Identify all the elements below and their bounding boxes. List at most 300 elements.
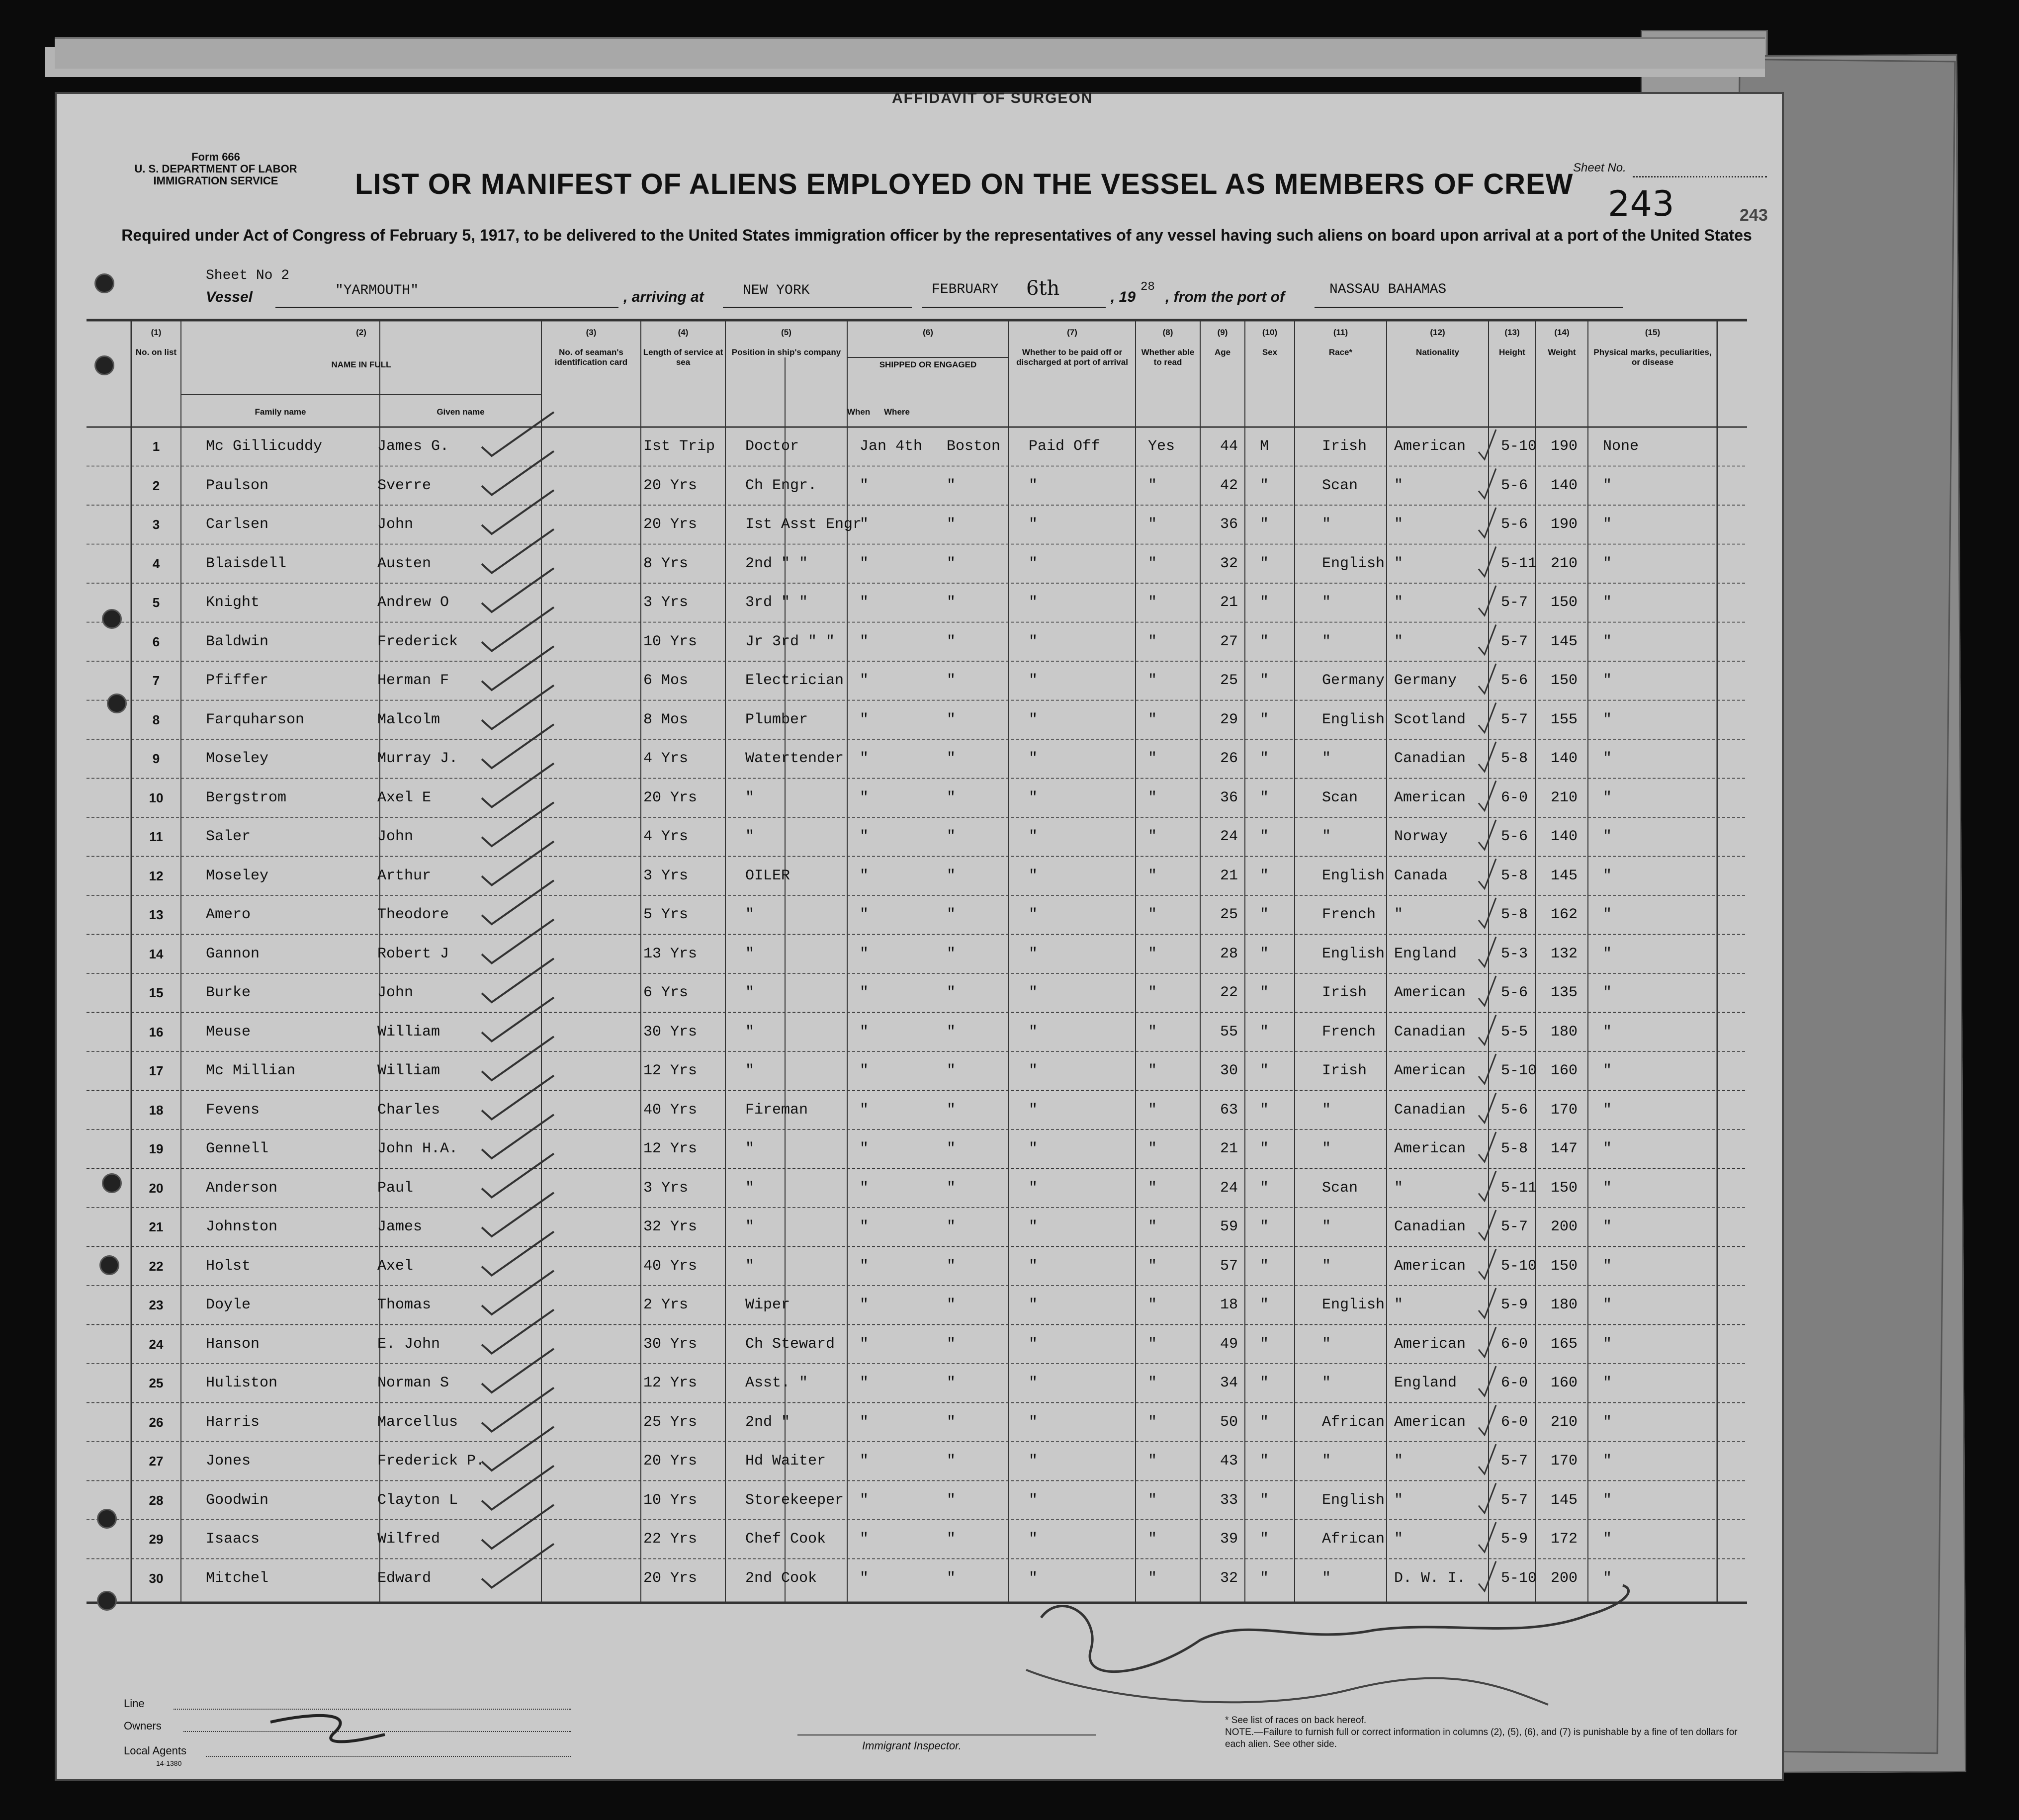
shipped-where: " (947, 672, 956, 689)
family-name: Holst (206, 1257, 251, 1275)
sex: " (1260, 672, 1269, 689)
sex: " (1260, 828, 1269, 845)
column-subheader: Where (884, 407, 910, 417)
column-subheader: Family name (255, 407, 306, 417)
service-length: 4 Yrs (643, 750, 689, 767)
given-name: John (377, 984, 414, 1001)
paid-off: " (1029, 633, 1038, 650)
sex: " (1260, 1179, 1269, 1197)
family-name: Saler (206, 828, 251, 845)
sex: " (1260, 867, 1269, 884)
shipped-where: " (947, 828, 956, 845)
service-length: 20 Yrs (643, 516, 698, 533)
shipped-where: " (947, 1140, 956, 1157)
shipped-where: " (947, 1453, 956, 1470)
column-header: Length of service at sea (643, 347, 723, 367)
nationality: " (1394, 1531, 1404, 1548)
nationality: " (1394, 594, 1404, 611)
binder-hole (94, 273, 114, 293)
height: 5-10 (1501, 1569, 1537, 1587)
service-length: Ist Trip (643, 438, 715, 455)
service-length: 20 Yrs (643, 1569, 698, 1587)
shipped-where: " (947, 1335, 956, 1353)
able-to-read: " (1148, 594, 1157, 611)
position: OILER (745, 867, 790, 884)
able-to-read: " (1148, 1413, 1157, 1431)
height: 5-6 (1501, 516, 1528, 533)
shipped-when: " (860, 1531, 869, 1548)
age: 25 (1220, 672, 1238, 689)
nationality: Canadian (1394, 750, 1466, 767)
race: Germany (1322, 672, 1385, 689)
shipped-where: " (947, 1297, 956, 1313)
position: Wiper (745, 1297, 790, 1313)
height: 5-5 (1501, 1023, 1528, 1040)
column-number: (4) (678, 328, 689, 337)
nationality: American (1394, 1413, 1466, 1431)
race: French (1322, 1023, 1376, 1040)
able-to-read: " (1148, 672, 1157, 689)
weight: 145 (1551, 633, 1578, 650)
height: 5-7 (1501, 1491, 1528, 1509)
handwritten-marks (57, 94, 1782, 1779)
paid-off: " (1029, 1491, 1038, 1509)
row-number: 29 (149, 1532, 164, 1547)
weight: 210 (1551, 1413, 1578, 1431)
age: 49 (1220, 1335, 1238, 1353)
row-number: 30 (149, 1570, 164, 1586)
given-name: Theodore (377, 906, 449, 923)
service-length: 32 Yrs (643, 1218, 698, 1235)
physical-marks: " (1603, 1179, 1612, 1197)
shipped-when: " (860, 1023, 869, 1040)
race: " (1322, 750, 1331, 767)
age: 32 (1220, 555, 1238, 572)
weight: 150 (1551, 594, 1578, 611)
arrival-day: 6th (1026, 277, 1060, 300)
age: 21 (1220, 867, 1238, 884)
weight: 172 (1551, 1531, 1578, 1548)
column-number: (10) (1262, 328, 1278, 337)
binder-hole (107, 693, 127, 713)
family-name: Carlsen (206, 516, 269, 533)
height: 5-7 (1501, 594, 1528, 611)
shipped-where: " (947, 1218, 956, 1235)
weight: 180 (1551, 1297, 1578, 1313)
shipped-when: " (860, 1491, 869, 1509)
binder-hole (102, 1173, 122, 1193)
position: " (745, 1140, 755, 1157)
physical-marks: " (1603, 945, 1612, 962)
family-name: Goodwin (206, 1491, 269, 1509)
sex: " (1260, 789, 1269, 806)
arrival-year: 28 (1141, 280, 1155, 294)
shipped-where: " (947, 1491, 956, 1509)
physical-marks: " (1603, 750, 1612, 767)
able-to-read: " (1148, 1101, 1157, 1119)
service-length: 30 Yrs (643, 1023, 698, 1040)
race: " (1322, 1218, 1331, 1235)
height: 5-9 (1501, 1531, 1528, 1548)
position: " (745, 1257, 755, 1275)
shipped-where: " (947, 1062, 956, 1079)
physical-marks: " (1603, 594, 1612, 611)
physical-marks: " (1603, 828, 1612, 845)
from-port: NASSAU BAHAMAS (1329, 282, 1447, 297)
shipped-where: " (947, 516, 956, 533)
shipped-where: " (947, 789, 956, 806)
height: 6-0 (1501, 789, 1528, 806)
nationality: American (1394, 438, 1466, 455)
physical-marks: " (1603, 1062, 1612, 1079)
column-subheader: Given name (437, 407, 485, 417)
able-to-read: " (1148, 633, 1157, 650)
weight: 200 (1551, 1569, 1578, 1587)
column-header: Sex (1262, 347, 1278, 357)
sex: " (1260, 516, 1269, 533)
age: 21 (1220, 594, 1238, 611)
race: English (1322, 555, 1385, 572)
physical-marks: " (1603, 867, 1612, 884)
position: " (745, 828, 755, 845)
sex: " (1260, 477, 1269, 494)
paid-off: " (1029, 1140, 1038, 1157)
age: 59 (1220, 1218, 1238, 1235)
shipped-when: " (860, 1413, 869, 1431)
shipped-when: " (860, 1140, 869, 1157)
position: 2nd " " (745, 555, 808, 572)
paid-off: " (1029, 828, 1038, 845)
family-name: Amero (206, 906, 251, 923)
nationality: " (1394, 477, 1404, 494)
able-to-read: Yes (1148, 438, 1175, 455)
position: " (745, 1062, 755, 1079)
shipped-where: " (947, 867, 956, 884)
physical-marks: " (1603, 1023, 1612, 1040)
height: 5-6 (1501, 828, 1528, 845)
height: 5-6 (1501, 672, 1528, 689)
shipped-where: " (947, 1179, 956, 1197)
given-name: Frederick P. (377, 1453, 485, 1470)
weight: 155 (1551, 711, 1578, 728)
service-length: 5 Yrs (643, 906, 689, 923)
given-name: Arthur (377, 867, 432, 884)
position: Doctor (745, 438, 799, 455)
nationality: Canadian (1394, 1023, 1466, 1040)
physical-marks: " (1603, 1101, 1612, 1119)
shipped-when: " (860, 1062, 869, 1079)
family-name: Baldwin (206, 633, 269, 650)
height: 5-8 (1501, 867, 1528, 884)
physical-marks: " (1603, 906, 1612, 923)
sex: " (1260, 1335, 1269, 1353)
sex: " (1260, 906, 1269, 923)
paid-off: " (1029, 1179, 1038, 1197)
weight: 200 (1551, 1218, 1578, 1235)
nationality: " (1394, 555, 1404, 572)
given-name: Malcolm (377, 711, 440, 728)
shipped-when: Jan 4th (860, 438, 923, 455)
sex: " (1260, 1491, 1269, 1509)
shipped-when: " (860, 1297, 869, 1313)
footer-notes: * See list of races on back hereof. NOTE.—Failure to furnish full or correct information in columns (2), (5), (6), and (7) is punishable by a fine of ten dollars for each alien. See other side. (1225, 1715, 1738, 1749)
able-to-read: " (1148, 1062, 1157, 1079)
signature-flourish (1026, 1670, 1548, 1705)
nationality: American (1394, 1257, 1466, 1275)
position: Asst. " (745, 1375, 808, 1391)
weight: 150 (1551, 672, 1578, 689)
column-subheader: When (847, 407, 871, 417)
family-name: Gannon (206, 945, 260, 962)
shipped-when: " (860, 672, 869, 689)
given-name: Herman F (377, 672, 449, 689)
paid-off: " (1029, 1569, 1038, 1587)
age: 24 (1220, 828, 1238, 845)
given-name: William (377, 1062, 440, 1079)
document-title: LIST OR MANIFEST OF ALIENS EMPLOYED ON THE VESSEL AS MEMBERS OF CREW (355, 168, 1574, 200)
form-number: Form 666 U. S. DEPARTMENT OF LABOR IMMIGRATION SERVICE (134, 151, 297, 187)
race: Scan (1322, 1179, 1358, 1197)
nationality: England (1394, 1375, 1457, 1391)
given-name: Murray J. (377, 750, 458, 767)
weight: 140 (1551, 477, 1578, 494)
family-name: Mc Gillicuddy (206, 438, 323, 455)
height: 5-11 (1501, 555, 1537, 572)
race: English (1322, 1297, 1385, 1313)
nationality: " (1394, 1491, 1404, 1509)
height: 5-7 (1501, 711, 1528, 728)
shipped-where: " (947, 1569, 956, 1587)
shipped-where: " (947, 1257, 956, 1275)
physical-marks: " (1603, 477, 1612, 494)
column-header: Nationality (1416, 347, 1459, 357)
position: Storekeeper (745, 1491, 844, 1509)
sheet-no: Sheet No 2 (206, 268, 290, 283)
race: " (1322, 1101, 1331, 1119)
physical-marks: " (1603, 984, 1612, 1001)
sex: " (1260, 1569, 1269, 1587)
document-subtitle: Required under Act of Congress of February 5, 1917, to be delivered to the United States immigration officer by the representatives of any vessel having such aliens on board upon arrival at a port of the United States (121, 226, 1752, 244)
race: English (1322, 867, 1385, 884)
row-number: 7 (152, 673, 160, 688)
position: " (745, 789, 755, 806)
age: 50 (1220, 1413, 1238, 1431)
height: 5-6 (1501, 477, 1528, 494)
shipped-where: " (947, 1413, 956, 1431)
given-name: Axel (377, 1257, 414, 1275)
shipped-when: " (860, 984, 869, 1001)
given-name: Marcellus (377, 1413, 458, 1431)
service-length: 22 Yrs (643, 1531, 698, 1548)
sex: " (1260, 984, 1269, 1001)
family-name: Burke (206, 984, 251, 1001)
service-length: 12 Yrs (643, 1062, 698, 1079)
race: " (1322, 828, 1331, 845)
shipped-where: " (947, 477, 956, 494)
physical-marks: " (1603, 1531, 1612, 1548)
row-number: 15 (149, 985, 164, 1000)
paid-off: " (1029, 789, 1038, 806)
given-name: Axel E (377, 789, 432, 806)
agents-code: 14-1380 (156, 1759, 182, 1767)
weight: 190 (1551, 438, 1578, 455)
race: English (1322, 711, 1385, 728)
service-length: 40 Yrs (643, 1101, 698, 1119)
column-number: (3) (586, 328, 597, 337)
given-name: Wilfred (377, 1531, 440, 1548)
shipped-where: " (947, 984, 956, 1001)
row-number: 22 (149, 1258, 164, 1274)
able-to-read: " (1148, 555, 1157, 572)
race: African (1322, 1413, 1385, 1431)
nationality: " (1394, 1453, 1404, 1470)
row-number: 3 (152, 517, 160, 532)
row-number: 20 (149, 1180, 164, 1196)
paid-off: " (1029, 1531, 1038, 1548)
able-to-read: " (1148, 1335, 1157, 1353)
height: 5-10 (1501, 438, 1537, 455)
sex: " (1260, 750, 1269, 767)
sex: " (1260, 1531, 1269, 1548)
age: 44 (1220, 438, 1238, 455)
paid-off: " (1029, 711, 1038, 728)
sex: " (1260, 1023, 1269, 1040)
row-number: 9 (152, 751, 160, 766)
physical-marks: " (1603, 1453, 1612, 1470)
given-name: John (377, 516, 414, 533)
height: 6-0 (1501, 1413, 1528, 1431)
owners-scribble (270, 1716, 385, 1742)
row-number: 4 (152, 556, 160, 571)
family-name: Blaisdell (206, 555, 287, 572)
able-to-read: " (1148, 516, 1157, 533)
column-number: (11) (1333, 328, 1348, 337)
weight: 132 (1551, 945, 1578, 962)
sex: " (1260, 711, 1269, 728)
page-edge (55, 37, 1765, 69)
height: 5-10 (1501, 1062, 1537, 1079)
age: 57 (1220, 1257, 1238, 1275)
able-to-read: " (1148, 1023, 1157, 1040)
position: 2nd " (745, 1413, 790, 1431)
race: " (1322, 1453, 1331, 1470)
able-to-read: " (1148, 984, 1157, 1001)
sex: " (1260, 1218, 1269, 1235)
from-label: , from the port of (1165, 289, 1285, 305)
binder-hole (102, 609, 122, 629)
arrival-month: FEBRUARY (932, 282, 999, 297)
paid-off: " (1029, 906, 1038, 923)
arriving-label: , arriving at (623, 289, 704, 305)
nationality: " (1394, 906, 1404, 923)
service-length: 6 Yrs (643, 984, 689, 1001)
nationality: D. W. I. (1394, 1569, 1466, 1587)
race: " (1322, 1335, 1331, 1353)
row-number: 2 (152, 478, 160, 493)
weight: 160 (1551, 1062, 1578, 1079)
row-number: 11 (149, 829, 163, 844)
race: Irish (1322, 1062, 1367, 1079)
service-length: 12 Yrs (643, 1375, 698, 1391)
column-number: (1) (151, 328, 162, 337)
shipped-when: " (860, 594, 869, 611)
column-number: (2) (356, 328, 366, 337)
column-number: (9) (1217, 328, 1228, 337)
position: " (745, 906, 755, 923)
column-header: Age (1214, 347, 1231, 357)
row-number: 12 (149, 868, 164, 883)
nationality: " (1394, 633, 1404, 650)
column-number: (13) (1504, 328, 1520, 337)
given-name: Edward (377, 1569, 432, 1587)
able-to-read: " (1148, 711, 1157, 728)
height: 5-10 (1501, 1257, 1537, 1275)
weight: 150 (1551, 1179, 1578, 1197)
height: 5-7 (1501, 1218, 1528, 1235)
row-number: 21 (149, 1219, 164, 1234)
service-length: 10 Yrs (643, 1491, 698, 1509)
sex: " (1260, 633, 1269, 650)
age: 43 (1220, 1453, 1238, 1470)
paid-off: " (1029, 1218, 1038, 1235)
line-label: Line (124, 1697, 145, 1710)
sex: " (1260, 1062, 1269, 1079)
row-number: 28 (149, 1492, 164, 1508)
given-name: Robert J (377, 945, 449, 962)
given-name: James (377, 1218, 423, 1235)
column-header: Weight (1548, 347, 1576, 357)
sex: " (1260, 1257, 1269, 1275)
paid-off: " (1029, 1375, 1038, 1391)
sex: " (1260, 1375, 1269, 1391)
able-to-read: " (1148, 1218, 1157, 1235)
given-name: Paul (377, 1179, 414, 1197)
paid-off: " (1029, 1101, 1038, 1119)
able-to-read: " (1148, 1257, 1157, 1275)
column-number: (14) (1554, 328, 1570, 337)
nationality: American (1394, 1335, 1466, 1353)
height: 5-8 (1501, 906, 1528, 923)
row-number: 26 (149, 1414, 164, 1430)
physical-marks: " (1603, 633, 1612, 650)
family-name: Farquharson (206, 711, 305, 728)
given-name: James G. (377, 438, 449, 455)
nationality: Canadian (1394, 1218, 1466, 1235)
position: Electrician (745, 672, 844, 689)
shipped-where: " (947, 1101, 956, 1119)
given-name: Andrew O (377, 594, 449, 611)
weight: 160 (1551, 1375, 1578, 1391)
column-number: (6) (923, 328, 933, 337)
nationality: England (1394, 945, 1457, 962)
given-name: E. John (377, 1335, 440, 1353)
given-name: Thomas (377, 1297, 432, 1313)
weight: 180 (1551, 1023, 1578, 1040)
binder-hole (97, 1509, 117, 1529)
race: " (1322, 1140, 1331, 1157)
shipped-where: " (947, 906, 956, 923)
shipped-when: " (860, 945, 869, 962)
weight: 170 (1551, 1101, 1578, 1119)
service-length: 20 Yrs (643, 477, 698, 494)
physical-marks: " (1603, 1491, 1612, 1509)
weight: 190 (1551, 516, 1578, 533)
paid-off: " (1029, 672, 1038, 689)
service-length: 3 Yrs (643, 1179, 689, 1197)
weight: 145 (1551, 1491, 1578, 1509)
service-length: 12 Yrs (643, 1140, 698, 1157)
paid-off: " (1029, 477, 1038, 494)
